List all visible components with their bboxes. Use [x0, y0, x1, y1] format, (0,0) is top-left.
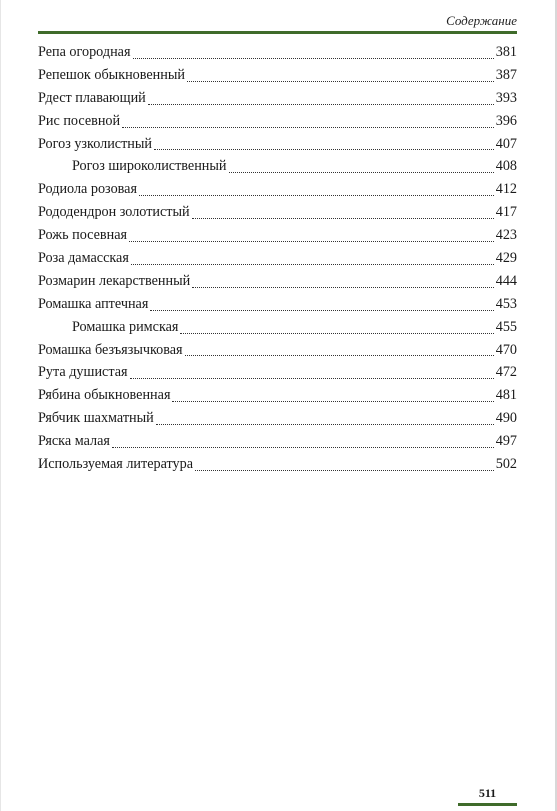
toc-entry[interactable]: [38, 316, 517, 339]
toc-entry-title: Ромашка римская: [72, 318, 179, 335]
toc-entry-page: 490: [495, 410, 517, 427]
toc-entry-title: Розмарин лекарственный: [38, 272, 191, 289]
toc-dot-leader: [129, 241, 494, 242]
toc-entry-title: Ромашка аптечная: [38, 295, 149, 312]
toc-entry-page: 502: [495, 456, 517, 473]
toc-entry-page: 412: [495, 181, 517, 198]
toc-entry[interactable]: [38, 293, 517, 316]
page-number: 511: [478, 786, 497, 800]
toc-entry-page: 387: [495, 66, 517, 83]
toc-entry-title: Рябчик шахматный: [38, 410, 154, 427]
toc-dot-leader: [192, 218, 494, 219]
toc-entry-page: 470: [495, 341, 517, 358]
toc-entry-page: 429: [495, 250, 517, 267]
toc-dot-leader: [131, 264, 494, 265]
toc-entry-title: Рогоз широколиственный: [72, 158, 227, 175]
toc-dot-leader: [112, 447, 494, 448]
toc-dot-leader: [192, 287, 494, 288]
toc-entry[interactable]: [38, 270, 517, 293]
toc-entry-title: Рис посевной: [38, 112, 121, 129]
toc-dot-leader: [180, 333, 493, 334]
toc-entry[interactable]: [38, 384, 517, 407]
toc-dot-leader: [172, 401, 493, 402]
toc-entry-page: 455: [495, 318, 517, 335]
toc-entry-page: 408: [495, 158, 517, 175]
toc-entry[interactable]: [38, 339, 517, 362]
header-rule: [38, 31, 517, 34]
toc-entry-page: 381: [495, 44, 517, 60]
toc-dot-leader: [150, 310, 493, 311]
toc-entry[interactable]: [38, 407, 517, 430]
toc-entry-title: Ромашка безъязычковая: [38, 341, 183, 358]
toc-entry-title: Ряска малая: [38, 433, 110, 450]
toc-entry[interactable]: [38, 201, 517, 224]
running-header-title: Содержание: [446, 13, 517, 28]
toc-entry-page: 472: [495, 364, 517, 381]
toc-entry-title: Роза дамасская: [38, 250, 129, 267]
table-of-contents: [38, 41, 517, 476]
toc-entry-title: Рододендрон золотистый: [38, 204, 190, 221]
toc-entry-title: Используемая литература: [38, 456, 194, 473]
toc-entry[interactable]: [38, 110, 517, 133]
toc-entry-title: Рожь посевная: [38, 227, 128, 244]
toc-entry-title: Рябина обыкновенная: [38, 387, 171, 404]
toc-entry[interactable]: [38, 155, 517, 178]
toc-entry-page: 393: [495, 89, 517, 106]
page-edge-left: [0, 0, 1, 811]
toc-entry-page: 407: [495, 135, 517, 152]
toc-entry[interactable]: [38, 87, 517, 110]
toc-entry-page: 497: [495, 433, 517, 450]
toc-entry[interactable]: [38, 361, 517, 384]
toc-entry[interactable]: [38, 430, 517, 453]
toc-entry-page: 444: [495, 272, 517, 289]
toc-dot-leader: [139, 195, 494, 196]
toc-entry-title: Родиола розовая: [38, 181, 137, 198]
toc-dot-leader: [148, 104, 494, 105]
footer-rule: [458, 803, 517, 806]
toc-entry[interactable]: [38, 453, 517, 476]
toc-entry[interactable]: [38, 247, 517, 270]
toc-dot-leader: [185, 355, 494, 356]
toc-entry-title: Рогоз узколистный: [38, 135, 153, 152]
toc-entry-title: Рдест плавающий: [38, 89, 146, 106]
toc-entry-title: Рута душистая: [38, 364, 128, 381]
toc-dot-leader: [130, 378, 494, 379]
toc-entry[interactable]: [38, 224, 517, 247]
toc-entry[interactable]: [38, 64, 517, 87]
toc-entry[interactable]: [38, 178, 517, 201]
toc-dot-leader: [187, 81, 494, 82]
toc-entry[interactable]: [38, 41, 517, 64]
toc-dot-leader: [133, 58, 494, 59]
toc-dot-leader: [154, 149, 494, 150]
toc-entry[interactable]: [38, 133, 517, 156]
toc-entry-page: 481: [495, 387, 517, 404]
toc-dot-leader: [156, 424, 494, 425]
toc-entry-page: 423: [495, 227, 517, 244]
toc-dot-leader: [229, 172, 494, 173]
toc-entry-title: Репа огородная: [38, 44, 131, 60]
toc-entry-title: Репешок обыкновенный: [38, 66, 185, 83]
toc-dot-leader: [195, 470, 494, 471]
toc-entry-page: 453: [495, 295, 517, 312]
toc-entry-page: 417: [495, 204, 517, 221]
toc-entry-page: 396: [495, 112, 517, 129]
toc-dot-leader: [122, 127, 494, 128]
